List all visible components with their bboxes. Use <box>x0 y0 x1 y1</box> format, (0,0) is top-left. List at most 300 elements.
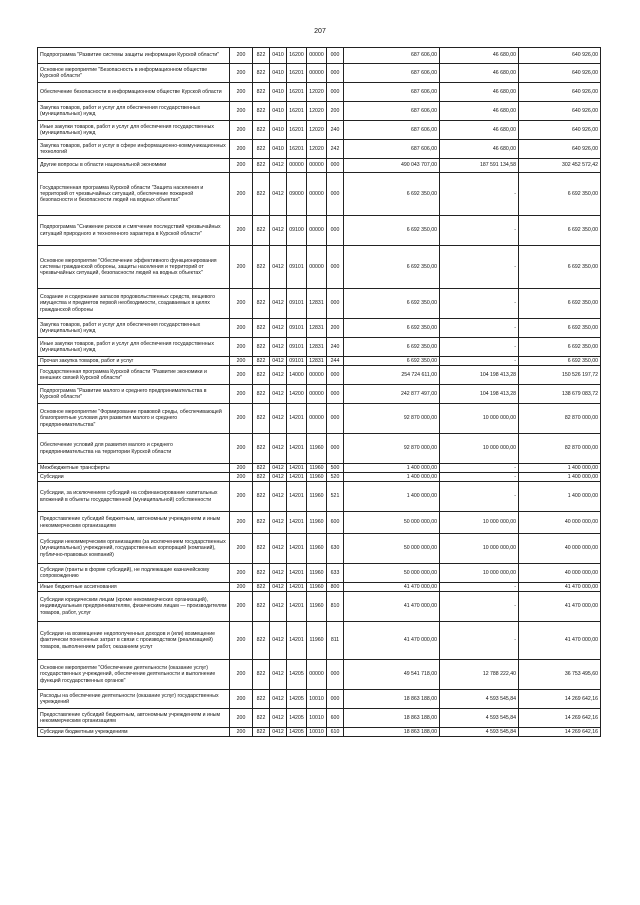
cell-sum-approved: 50 000 000,00 <box>344 534 440 564</box>
cell-grbs: 200 <box>230 464 253 473</box>
cell-sum-change: 104 198 413,28 <box>440 366 519 385</box>
cell-name: Субсидии, за исключением субсидий на софинансирование капитальных вложений в объекты государственной (муниципальной) собственности <box>38 482 230 512</box>
table-row <box>38 464 601 473</box>
cell-program: 14201 <box>287 434 307 464</box>
cell-sum-total: 640 926,00 <box>519 48 601 64</box>
cell-sum-approved: 687 606,00 <box>344 83 440 102</box>
cell-sum-total: 1 400 000,00 <box>519 473 601 482</box>
cell-program: 14201 <box>287 482 307 512</box>
cell-name: Иные закупки товаров, работ и услуг для обеспечения государственных (муниципальных) нужд <box>38 338 230 357</box>
cell-sum-change: 46 680,00 <box>440 64 519 83</box>
cell-sum-total: 40 000 000,00 <box>519 534 601 564</box>
cell-direction: 12020 <box>307 83 327 102</box>
cell-vr: 000 <box>327 690 344 709</box>
cell-section: 0412 <box>270 366 287 385</box>
cell-direction: 00000 <box>307 660 327 690</box>
cell-sum-approved: 1 400 000,00 <box>344 464 440 473</box>
cell-sum-approved: 6 692 350,00 <box>344 357 440 366</box>
cell-sum-change: - <box>440 622 519 660</box>
cell-sum-change: - <box>440 216 519 246</box>
cell-sum-change: - <box>440 173 519 216</box>
cell-dept: 822 <box>253 102 270 121</box>
cell-dept: 822 <box>253 583 270 592</box>
cell-direction: 11960 <box>307 564 327 583</box>
cell-grbs: 200 <box>230 121 253 140</box>
cell-sum-approved: 254 724 611,00 <box>344 366 440 385</box>
cell-sum-total: 14 269 642,16 <box>519 728 601 737</box>
cell-sum-change: 10 000 000,00 <box>440 404 519 434</box>
table-row <box>38 319 601 338</box>
cell-direction: 00000 <box>307 48 327 64</box>
cell-name: Закупка товаров, работ и услуг в сфере информационно-коммуникационных технологий <box>38 140 230 159</box>
cell-section: 0412 <box>270 728 287 737</box>
cell-program: 14201 <box>287 564 307 583</box>
table-row <box>38 473 601 482</box>
cell-vr: 000 <box>327 385 344 404</box>
cell-dept: 822 <box>253 709 270 728</box>
cell-name: Обеспечение безопасности в информационном обществе Курской области <box>38 83 230 102</box>
cell-name: Закупка товаров, работ и услуг для обеспечения государственных (муниципальных) нужд <box>38 319 230 338</box>
cell-dept: 822 <box>253 690 270 709</box>
cell-sum-change: 46 680,00 <box>440 48 519 64</box>
cell-grbs: 200 <box>230 728 253 737</box>
cell-sum-approved: 687 606,00 <box>344 121 440 140</box>
cell-sum-approved: 41 470 000,00 <box>344 583 440 592</box>
cell-sum-total: 138 679 083,72 <box>519 385 601 404</box>
table-row <box>38 660 601 690</box>
cell-grbs: 200 <box>230 48 253 64</box>
budget-table <box>37 47 601 737</box>
cell-sum-change: - <box>440 319 519 338</box>
cell-name: Государственная программа Курской области "Развитие экономики и внешних связей Курской области" <box>38 366 230 385</box>
cell-sum-approved: 687 606,00 <box>344 102 440 121</box>
cell-program: 09101 <box>287 338 307 357</box>
cell-sum-approved: 6 692 350,00 <box>344 246 440 289</box>
cell-name: Основное мероприятие "Обеспечение эффективного функционирования системы гражданской обороны, защиты населения и территорий от чрезвычайных ситуаций, безопасности людей на водных объектах" <box>38 246 230 289</box>
cell-program: 14201 <box>287 622 307 660</box>
table-row <box>38 83 601 102</box>
cell-sum-total: 6 692 350,00 <box>519 246 601 289</box>
cell-section: 0412 <box>270 473 287 482</box>
cell-sum-total: 41 470 000,00 <box>519 592 601 622</box>
cell-direction: 12020 <box>307 140 327 159</box>
cell-section: 0412 <box>270 159 287 173</box>
cell-section: 0412 <box>270 622 287 660</box>
cell-vr: 521 <box>327 482 344 512</box>
cell-sum-total: 82 870 000,00 <box>519 404 601 434</box>
cell-dept: 822 <box>253 173 270 216</box>
cell-sum-change: - <box>440 592 519 622</box>
cell-name: Создание и содержание запасов продовольственных средств, вещевого имущества и предметов первой необходимости, создаваемых в целях гражданской обороны <box>38 289 230 319</box>
cell-direction: 12020 <box>307 121 327 140</box>
table-row <box>38 357 601 366</box>
cell-sum-change: 4 593 545,84 <box>440 690 519 709</box>
cell-dept: 822 <box>253 83 270 102</box>
cell-name: Подпрограмма "Развитие системы защиты информации Курской области" <box>38 48 230 64</box>
cell-sum-approved: 1 400 000,00 <box>344 473 440 482</box>
cell-program: 09101 <box>287 319 307 338</box>
cell-dept: 822 <box>253 434 270 464</box>
cell-program: 16201 <box>287 64 307 83</box>
cell-program: 14201 <box>287 534 307 564</box>
cell-sum-total: 40 000 000,00 <box>519 512 601 534</box>
cell-sum-approved: 6 692 350,00 <box>344 319 440 338</box>
cell-sum-change: 187 591 134,58 <box>440 159 519 173</box>
cell-vr: 600 <box>327 709 344 728</box>
cell-sum-total: 6 692 350,00 <box>519 357 601 366</box>
cell-grbs: 200 <box>230 140 253 159</box>
cell-sum-total: 640 926,00 <box>519 64 601 83</box>
cell-direction: 11960 <box>307 434 327 464</box>
cell-name: Предоставление субсидий бюджетным, автономным учреждениям и иным некоммерческим организациям <box>38 709 230 728</box>
cell-section: 0412 <box>270 216 287 246</box>
cell-sum-change: - <box>440 338 519 357</box>
cell-direction: 00000 <box>307 173 327 216</box>
cell-sum-change: - <box>440 583 519 592</box>
cell-dept: 822 <box>253 159 270 173</box>
cell-sum-approved: 92 870 000,00 <box>344 434 440 464</box>
cell-sum-change: - <box>440 246 519 289</box>
cell-sum-change: 4 593 545,84 <box>440 709 519 728</box>
cell-name: Расходы на обеспечение деятельности (оказание услуг) государственных учреждений <box>38 690 230 709</box>
cell-name: Субсидии бюджетным учреждениям <box>38 728 230 737</box>
cell-section: 0412 <box>270 583 287 592</box>
cell-direction: 11960 <box>307 534 327 564</box>
cell-name: Предоставление субсидий бюджетным, автономным учреждениям и иным некоммерческим организациям <box>38 512 230 534</box>
cell-program: 14200 <box>287 385 307 404</box>
cell-sum-change: - <box>440 357 519 366</box>
cell-vr: 000 <box>327 48 344 64</box>
cell-grbs: 200 <box>230 434 253 464</box>
cell-sum-approved: 1 400 000,00 <box>344 482 440 512</box>
cell-grbs: 200 <box>230 482 253 512</box>
cell-sum-approved: 18 863 188,00 <box>344 690 440 709</box>
cell-section: 0412 <box>270 385 287 404</box>
cell-dept: 822 <box>253 357 270 366</box>
cell-section: 0410 <box>270 121 287 140</box>
cell-grbs: 200 <box>230 83 253 102</box>
cell-dept: 822 <box>253 121 270 140</box>
cell-direction: 00000 <box>307 216 327 246</box>
cell-section: 0412 <box>270 434 287 464</box>
cell-dept: 822 <box>253 319 270 338</box>
table-row <box>38 140 601 159</box>
cell-program: 14201 <box>287 512 307 534</box>
cell-sum-total: 6 692 350,00 <box>519 216 601 246</box>
table-row <box>38 121 601 140</box>
cell-sum-total: 40 000 000,00 <box>519 564 601 583</box>
cell-name: Субсидии на возмещение недополученных доходов и (или) возмещение фактически понесенных затрат в связи с производством (реализацией) товаров, выполнением работ, оказанием услуг <box>38 622 230 660</box>
cell-dept: 822 <box>253 512 270 534</box>
cell-name: Субсидии некоммерческим организациям (за исключением государственных (муниципальных) учреждений, государственных корпораций (компаний), публично-правовых компаний) <box>38 534 230 564</box>
cell-vr: 810 <box>327 592 344 622</box>
cell-sum-approved: 6 692 350,00 <box>344 216 440 246</box>
cell-dept: 822 <box>253 464 270 473</box>
cell-grbs: 200 <box>230 173 253 216</box>
cell-direction: 12831 <box>307 289 327 319</box>
cell-sum-approved: 18 863 188,00 <box>344 709 440 728</box>
cell-direction: 12020 <box>307 102 327 121</box>
cell-program: 09100 <box>287 216 307 246</box>
table-row <box>38 434 601 464</box>
cell-sum-total: 41 470 000,00 <box>519 583 601 592</box>
table-row <box>38 338 601 357</box>
cell-program: 14201 <box>287 464 307 473</box>
cell-grbs: 200 <box>230 319 253 338</box>
cell-direction: 10010 <box>307 728 327 737</box>
cell-sum-approved: 49 541 718,00 <box>344 660 440 690</box>
cell-sum-total: 6 692 350,00 <box>519 319 601 338</box>
cell-section: 0412 <box>270 690 287 709</box>
cell-grbs: 200 <box>230 246 253 289</box>
cell-sum-change: 104 198 413,28 <box>440 385 519 404</box>
cell-sum-change: 46 680,00 <box>440 102 519 121</box>
cell-direction: 11960 <box>307 592 327 622</box>
cell-direction: 00000 <box>307 246 327 289</box>
table-row <box>38 102 601 121</box>
cell-name: Основное мероприятие "Формирование правовой среды, обеспечивающей благоприятные условия для развития малого и среднего предпринимательства" <box>38 404 230 434</box>
cell-sum-total: 640 926,00 <box>519 102 601 121</box>
cell-name: Субсидии юридическим лицам (кроме некоммерческих организаций), индивидуальным предпринимателям, физическим лицам — производителям товаров, работ, услуг <box>38 592 230 622</box>
cell-section: 0410 <box>270 48 287 64</box>
cell-program: 16200 <box>287 48 307 64</box>
cell-dept: 822 <box>253 64 270 83</box>
cell-program: 14205 <box>287 709 307 728</box>
cell-program: 09101 <box>287 246 307 289</box>
cell-grbs: 200 <box>230 404 253 434</box>
cell-name: Прочая закупка товаров, работ и услуг <box>38 357 230 366</box>
cell-name: Государственная программа Курской области "Защита населения и территорий от чрезвычайных ситуаций, обеспечение пожарной безопасности и безопасности людей на водных объектах" <box>38 173 230 216</box>
cell-direction: 10010 <box>307 709 327 728</box>
cell-grbs: 200 <box>230 534 253 564</box>
cell-program: 14201 <box>287 592 307 622</box>
cell-direction: 11960 <box>307 622 327 660</box>
cell-program: 00000 <box>287 159 307 173</box>
cell-vr: 242 <box>327 140 344 159</box>
cell-vr: 000 <box>327 246 344 289</box>
cell-grbs: 200 <box>230 583 253 592</box>
table-row <box>38 404 601 434</box>
cell-name: Субсидии <box>38 473 230 482</box>
cell-vr: 000 <box>327 159 344 173</box>
cell-section: 0412 <box>270 482 287 512</box>
cell-program: 14000 <box>287 366 307 385</box>
cell-direction: 11960 <box>307 482 327 512</box>
table-row <box>38 64 601 83</box>
cell-dept: 822 <box>253 48 270 64</box>
cell-sum-total: 41 470 000,00 <box>519 622 601 660</box>
cell-dept: 822 <box>253 216 270 246</box>
cell-grbs: 200 <box>230 102 253 121</box>
cell-sum-approved: 687 606,00 <box>344 64 440 83</box>
cell-dept: 822 <box>253 534 270 564</box>
cell-sum-change: 46 680,00 <box>440 121 519 140</box>
cell-dept: 822 <box>253 246 270 289</box>
cell-direction: 00000 <box>307 404 327 434</box>
cell-direction: 00000 <box>307 366 327 385</box>
table-body <box>38 48 601 737</box>
cell-vr: 600 <box>327 512 344 534</box>
cell-grbs: 200 <box>230 64 253 83</box>
cell-direction: 12831 <box>307 338 327 357</box>
cell-program: 14201 <box>287 404 307 434</box>
cell-dept: 822 <box>253 473 270 482</box>
cell-dept: 822 <box>253 622 270 660</box>
page-number: 207 <box>314 28 326 35</box>
cell-sum-approved: 687 606,00 <box>344 48 440 64</box>
cell-sum-approved: 41 470 000,00 <box>344 592 440 622</box>
cell-vr: 800 <box>327 583 344 592</box>
cell-grbs: 200 <box>230 512 253 534</box>
cell-sum-approved: 50 000 000,00 <box>344 512 440 534</box>
cell-section: 0412 <box>270 709 287 728</box>
cell-sum-approved: 242 877 497,00 <box>344 385 440 404</box>
cell-name: Межбюджетные трансферты <box>38 464 230 473</box>
cell-section: 0412 <box>270 338 287 357</box>
cell-vr: 000 <box>327 216 344 246</box>
cell-program: 16201 <box>287 121 307 140</box>
cell-name: Подпрограмма "Снижение рисков и смягчение последствий чрезвычайных ситуаций природного и техногенного характера в Курской области" <box>38 216 230 246</box>
cell-sum-approved: 92 870 000,00 <box>344 404 440 434</box>
cell-section: 0410 <box>270 102 287 121</box>
cell-direction: 11960 <box>307 473 327 482</box>
cell-vr: 000 <box>327 404 344 434</box>
cell-sum-approved: 6 692 350,00 <box>344 338 440 357</box>
cell-program: 09101 <box>287 357 307 366</box>
cell-grbs: 200 <box>230 660 253 690</box>
cell-sum-change: 10 000 000,00 <box>440 434 519 464</box>
cell-vr: 240 <box>327 338 344 357</box>
cell-sum-approved: 18 863 188,00 <box>344 728 440 737</box>
cell-vr: 811 <box>327 622 344 660</box>
cell-program: 14205 <box>287 660 307 690</box>
cell-program: 14201 <box>287 473 307 482</box>
cell-grbs: 200 <box>230 357 253 366</box>
cell-vr: 000 <box>327 289 344 319</box>
cell-program: 16201 <box>287 140 307 159</box>
cell-program: 14205 <box>287 728 307 737</box>
cell-sum-approved: 6 692 350,00 <box>344 289 440 319</box>
cell-name: Закупка товаров, работ и услуг для обеспечения государственных (муниципальных) нужд <box>38 102 230 121</box>
cell-name: Иные бюджетные ассигнования <box>38 583 230 592</box>
cell-vr: 000 <box>327 434 344 464</box>
cell-grbs: 200 <box>230 690 253 709</box>
cell-sum-change: 10 000 000,00 <box>440 564 519 583</box>
table-row <box>38 482 601 512</box>
cell-sum-approved: 687 606,00 <box>344 140 440 159</box>
cell-direction: 11960 <box>307 583 327 592</box>
cell-dept: 822 <box>253 385 270 404</box>
cell-vr: 500 <box>327 464 344 473</box>
cell-section: 0412 <box>270 534 287 564</box>
cell-section: 0412 <box>270 512 287 534</box>
cell-sum-change: - <box>440 464 519 473</box>
cell-sum-total: 6 692 350,00 <box>519 173 601 216</box>
cell-dept: 822 <box>253 482 270 512</box>
cell-grbs: 200 <box>230 592 253 622</box>
cell-dept: 822 <box>253 592 270 622</box>
table-row <box>38 512 601 534</box>
cell-sum-change: 46 680,00 <box>440 83 519 102</box>
cell-vr: 630 <box>327 534 344 564</box>
cell-section: 0412 <box>270 404 287 434</box>
cell-grbs: 200 <box>230 622 253 660</box>
cell-grbs: 200 <box>230 709 253 728</box>
table-row <box>38 583 601 592</box>
cell-name: Обеспечение условий для развития малого и среднего предпринимательства на территории Курской области <box>38 434 230 464</box>
table-row <box>38 622 601 660</box>
cell-dept: 822 <box>253 564 270 583</box>
cell-grbs: 200 <box>230 366 253 385</box>
cell-vr: 000 <box>327 366 344 385</box>
cell-vr: 000 <box>327 64 344 83</box>
cell-sum-total: 640 926,00 <box>519 140 601 159</box>
cell-sum-total: 640 926,00 <box>519 121 601 140</box>
cell-section: 0412 <box>270 564 287 583</box>
cell-sum-approved: 6 692 350,00 <box>344 173 440 216</box>
cell-name: Иные закупки товаров, работ и услуг для обеспечения государственных (муниципальных) нужд <box>38 121 230 140</box>
cell-sum-change: - <box>440 482 519 512</box>
cell-vr: 610 <box>327 728 344 737</box>
cell-direction: 10010 <box>307 690 327 709</box>
cell-sum-total: 1 400 000,00 <box>519 464 601 473</box>
table-row <box>38 159 601 173</box>
table-row <box>38 385 601 404</box>
cell-sum-change: 12 788 222,40 <box>440 660 519 690</box>
cell-sum-approved: 490 043 707,00 <box>344 159 440 173</box>
cell-section: 0412 <box>270 464 287 473</box>
cell-section: 0410 <box>270 64 287 83</box>
cell-sum-change: - <box>440 289 519 319</box>
cell-sum-change: 10 000 000,00 <box>440 534 519 564</box>
cell-sum-total: 14 269 642,16 <box>519 690 601 709</box>
cell-direction: 12831 <box>307 319 327 338</box>
cell-program: 14205 <box>287 690 307 709</box>
cell-sum-total: 36 753 495,60 <box>519 660 601 690</box>
cell-program: 16201 <box>287 83 307 102</box>
cell-grbs: 200 <box>230 338 253 357</box>
cell-grbs: 200 <box>230 385 253 404</box>
cell-dept: 822 <box>253 404 270 434</box>
cell-sum-total: 6 692 350,00 <box>519 289 601 319</box>
cell-vr: 000 <box>327 173 344 216</box>
cell-sum-total: 640 926,00 <box>519 83 601 102</box>
cell-direction: 00000 <box>307 159 327 173</box>
cell-name: Основное мероприятие "Обеспечение деятельности (оказание услуг) государственных учреждений, обеспечение деятельности и выполнение функций государственных органов" <box>38 660 230 690</box>
cell-section: 0412 <box>270 660 287 690</box>
cell-dept: 822 <box>253 140 270 159</box>
cell-sum-change: 46 680,00 <box>440 140 519 159</box>
cell-grbs: 200 <box>230 289 253 319</box>
table-row <box>38 592 601 622</box>
cell-vr: 244 <box>327 357 344 366</box>
table-row <box>38 246 601 289</box>
cell-program: 09000 <box>287 173 307 216</box>
cell-sum-total: 150 526 197,72 <box>519 366 601 385</box>
cell-section: 0412 <box>270 592 287 622</box>
cell-direction: 11960 <box>307 512 327 534</box>
table-row <box>38 690 601 709</box>
cell-direction: 00000 <box>307 64 327 83</box>
cell-section: 0410 <box>270 83 287 102</box>
cell-name: Подпрограмма "Развитие малого и среднего предпринимательства в Курской области" <box>38 385 230 404</box>
cell-dept: 822 <box>253 660 270 690</box>
table-row <box>38 728 601 737</box>
table-row <box>38 173 601 216</box>
cell-section: 0410 <box>270 140 287 159</box>
cell-dept: 822 <box>253 366 270 385</box>
cell-dept: 822 <box>253 728 270 737</box>
